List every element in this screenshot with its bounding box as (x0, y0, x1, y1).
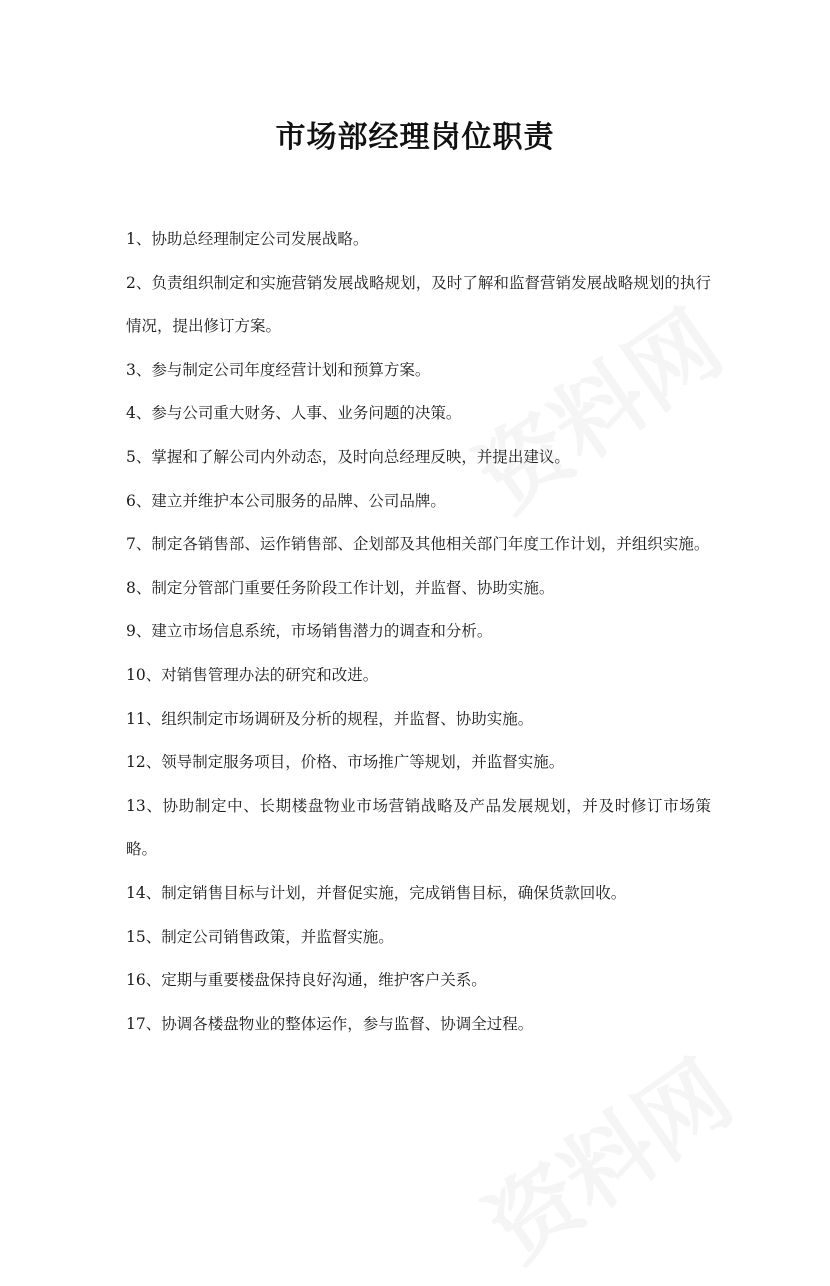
list-item: 14、制定销售目标与计划，并督促实施，完成销售目标，确保货款回收。 (126, 883, 627, 902)
list-item: 16、定期与重要楼盘保持良好沟通，维护客户关系。 (126, 971, 487, 990)
document-title: 市场部经理岗位职责 (275, 120, 555, 155)
list-item: 13、协助制定中、长期楼盘物业市场营销战略及产品发展规划，并及时修订市场策略。 (126, 796, 711, 859)
list-item: 10、对销售管理办法的研究和改进。 (126, 665, 379, 684)
list-item: 12、领导制定服务项目，价格、市场推广等规划，并监督实施。 (126, 753, 565, 772)
watermark: 资料网 (469, 1041, 751, 1283)
list-item: 4、参与公司重大财务、人事、业务问题的决策。 (126, 404, 462, 423)
list-item: 11、组织制定市场调研及分析的规程，并监督、协助实施。 (126, 709, 534, 728)
list-item: 7、制定各销售部、运作销售部、企划部及其他相关部门年度工作计划，并组织实施。 (126, 535, 710, 554)
list-item: 1、协助总经理制定公司发展战略。 (126, 230, 369, 248)
list-item: 15、制定公司销售政策，并监督实施。 (126, 927, 394, 946)
list-item: 17、协调各楼盘物业的整体运作，参与监督、协调全过程。 (126, 1014, 534, 1033)
responsibility-list (126, 218, 711, 1046)
watermark: 资料网 (459, 291, 741, 533)
list-item: 5、掌握和了解公司内外动态，及时向总经理反映，并提出建议。 (126, 447, 570, 466)
list-item: 3、参与制定公司年度经营计划和预算方案。 (126, 360, 431, 379)
list-item: 6、建立并维护本公司服务的品牌、公司品牌。 (126, 491, 446, 510)
list-item: 8、制定分管部门重要任务阶段工作计划，并监督、协助实施。 (126, 578, 555, 597)
list-item: 9、建立市场信息系统，市场销售潜力的调查和分析。 (126, 622, 493, 641)
list-item: 2、负责组织制定和实施营销发展战略规划，及时了解和监督营销发展战略规划的执行情况，提出修订方案。 (126, 273, 711, 336)
